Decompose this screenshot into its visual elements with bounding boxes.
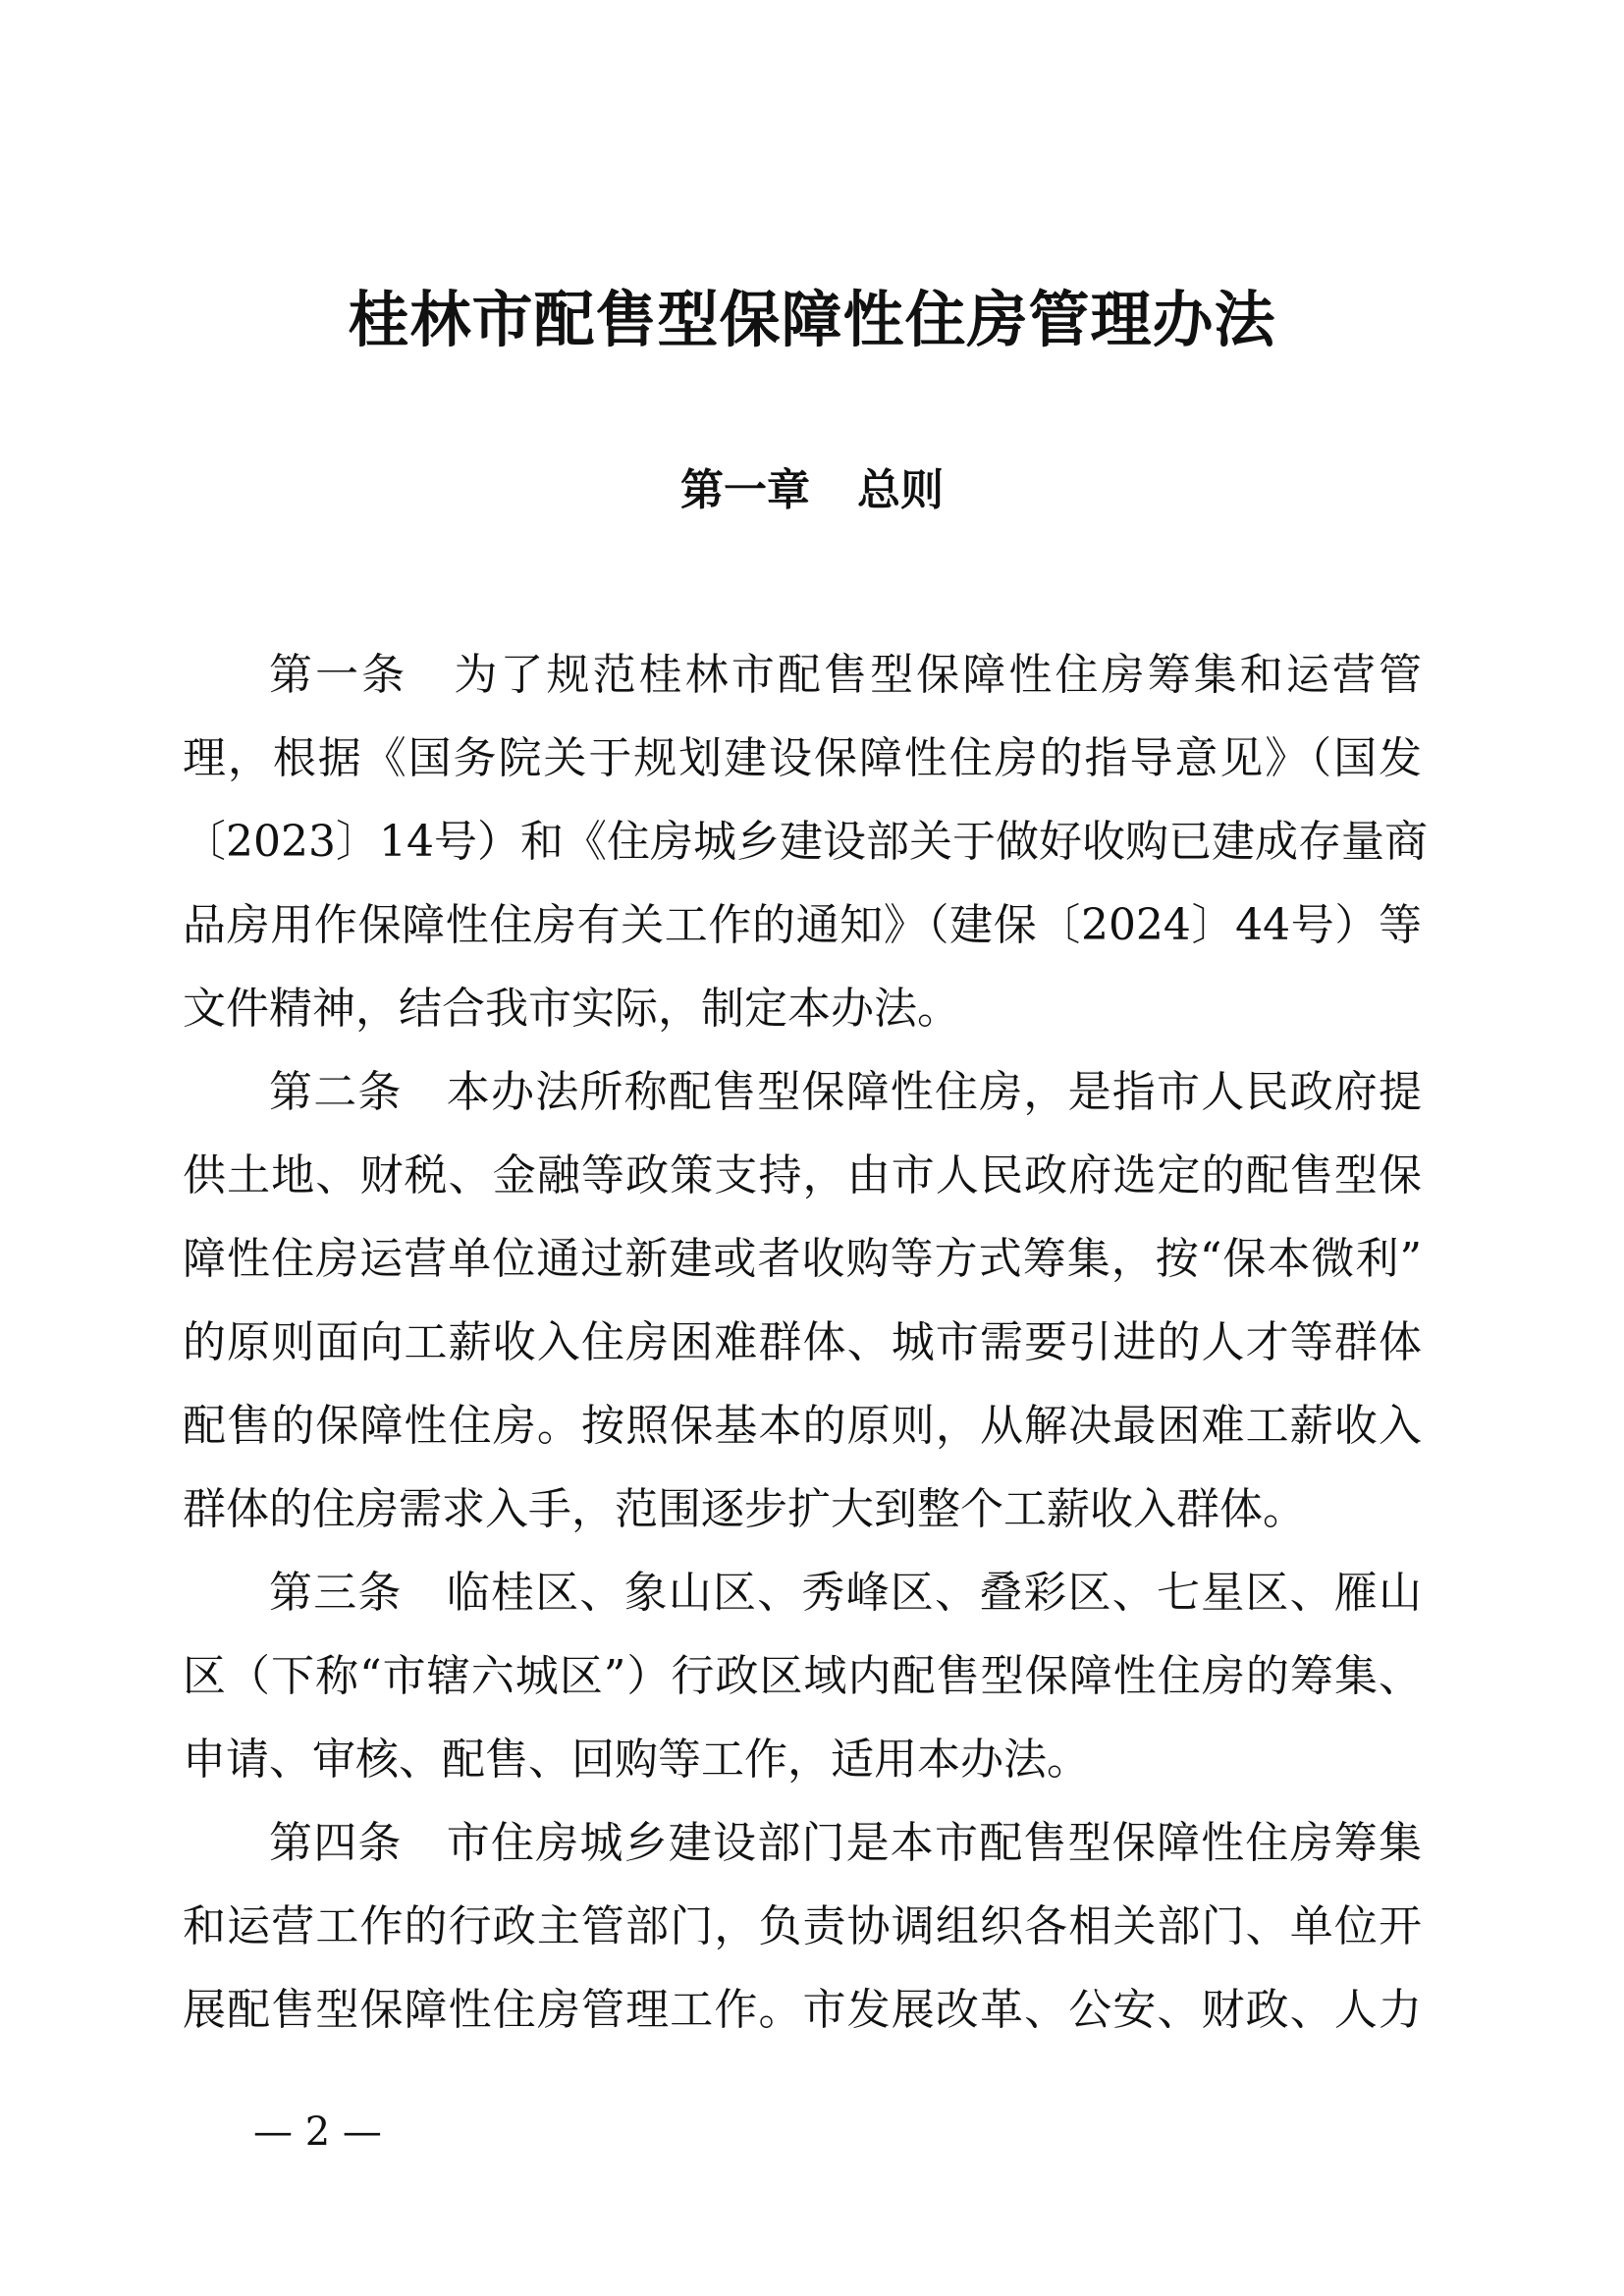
paragraph-line: 第四条 市住房城乡建设部门是本市配售型保障性住房筹集 <box>269 1818 1422 1868</box>
paragraph-line: 申请、审核、配售、回购等工作，适用本办法。 <box>183 1735 1090 1785</box>
document-title: 桂林市配售型保障性住房管理办法 <box>348 284 1276 355</box>
paragraph-line: 展配售型保障性住房管理工作。市发展改革、公安、财政、人力 <box>183 1985 1422 2035</box>
paragraph-line: 第三条 临桂区、象山区、秀峰区、叠彩区、七星区、雁山 <box>269 1568 1422 1618</box>
paragraph-line: 区（下称“市辖六城区”）行政区域内配售型保障性住房的筹集、 <box>183 1651 1422 1701</box>
paragraph-line: 第一条 为了规范桂林市配售型保障性住房筹集和运营管 <box>269 650 1422 700</box>
page-number: — 2 — <box>253 2109 382 2155</box>
paragraph-line: 和运营工作的行政主管部门，负责协调组织各相关部门、单位开 <box>183 1901 1422 1951</box>
paragraph-line: 的原则面向工薪收入住房困难群体、城市需要引进的人才等群体 <box>183 1317 1422 1367</box>
chapter-name: 总则 <box>857 465 944 515</box>
paragraph-line: 配售的保障性住房。按照保基本的原则，从解决最困难工薪收入 <box>183 1401 1422 1451</box>
paragraph-line: 文件精神，结合我市实际，制定本办法。 <box>183 984 960 1034</box>
paragraph-line: 第二条 本办法所称配售型保障性住房，是指市人民政府提 <box>269 1067 1422 1117</box>
paragraph-line: 障性住房运营单位通过新建或者收购等方式筹集，按“保本微利” <box>183 1234 1422 1284</box>
paragraph-line: 〔2023〕14号）和《住房城乡建设部关于做好收购已建成存量商 <box>183 817 1428 867</box>
paragraph-line: 品房用作保障性住房有关工作的通知》（建保〔2024〕44号）等 <box>183 900 1422 950</box>
chapter-heading <box>0 461 1624 520</box>
paragraph-line: 群体的住房需求入手，范围逐步扩大到整个工薪收入群体。 <box>183 1484 1306 1534</box>
paragraph-line: 供土地、财税、金融等政策支持，由市人民政府选定的配售型保 <box>183 1150 1422 1201</box>
chapter-number: 第一章 <box>680 465 810 515</box>
paragraph-line: 理，根据《国务院关于规划建设保障性住房的指导意见》（国发 <box>183 733 1422 783</box>
